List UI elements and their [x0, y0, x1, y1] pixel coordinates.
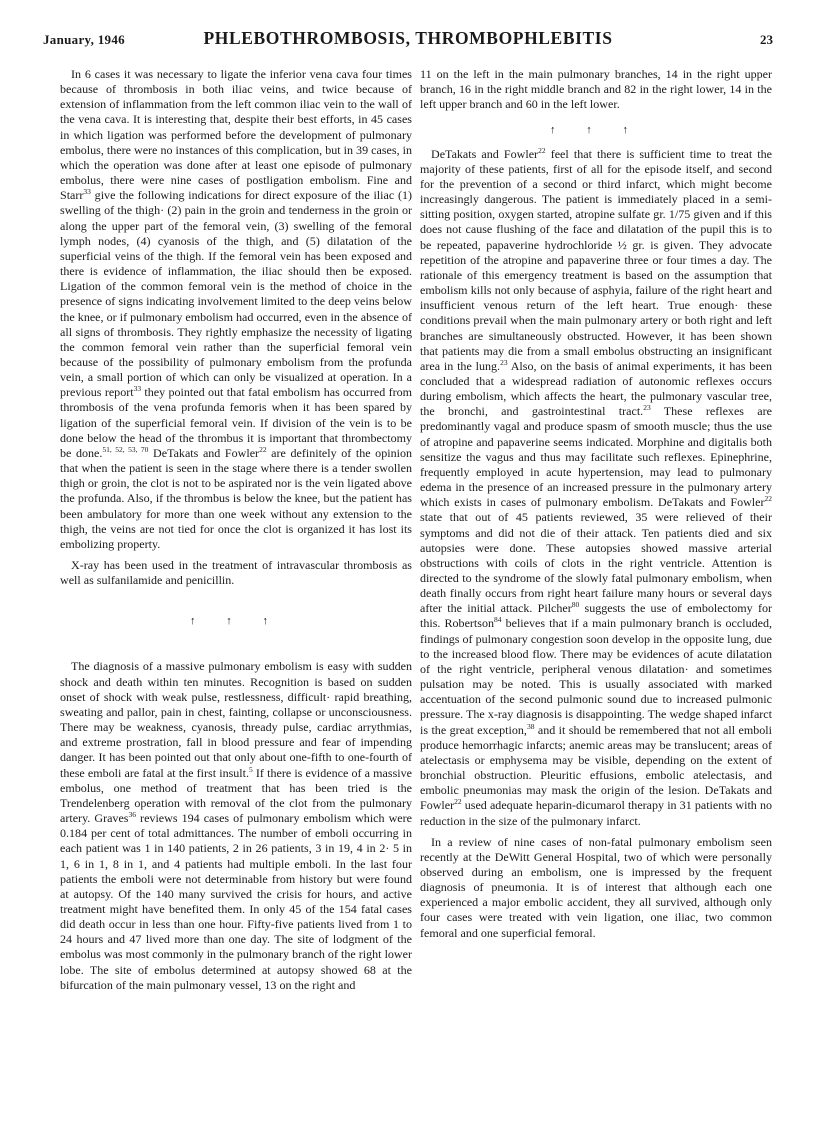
text-run: DeTakats and Fowler [148, 445, 260, 460]
section-ornament: ↑ ↑ ↑ [190, 615, 282, 628]
text-run: state that out of 45 patients reviewed, 35 were relieved of their symptoms and did not die of their attack. Ten patients died and six autopsies were done. These autopsies showed massive arterial obstructions with coils of clots in the right ventricle. Attention is directed to the syndrome of the slowly fatal pulmonary embolism, when death finally occurs from right heart failure many hours or several days after the initial attack. Pilcher [420, 510, 772, 616]
text-run: used adequate heparin-dicumarol therapy in 31 patients with no reduction in the size of the pulmonary infarct. [420, 798, 772, 828]
citation-ref: 36 [128, 810, 136, 820]
text-run: In 6 cases it was necessary to ligate the inferior vena cava four times because of thrombosis in both iliac veins, and twice because of extension of inflammation from the left common iliac vein to the wall of the vena cava. It is interesting that, despite their best efforts, in 45 cases in which ligation was performed before the development of pulmonary embolus, there were no instances of this complication, but in 39 cases, in which the operation was done after at least one episode of pulmonary embolus, there were nine cases of postligation embolism. Fine and Starr [60, 67, 412, 203]
text-run: feel that there is sufficient time to treat the majority of these patients, first of all for the episode itself, and second for the prevention of a second or third infarct, which might become increasingly dangerous. The patient is immediately placed in a semi-sitting position, oxygen started, atropine sulfate gr. 1/75 given and if this does not cause flushing of the face and dilatation of the pupil this is to be repeated, papaverine hydrochloride ½ gr. is given. They advocate repetition of the atropine and papaverine three or four times a day. The rationale of this emergency treatment is based on the assumption that embolism kills not only because of asphyia, failure of the right heart and insufficient venous return of the left heart. True enough· these conditions prevail when the main pulmonary artery or both right and left branches are simultaneously obstructed. However, it has been shown that patients may die from a small embolus obstructing an insignificant area in the lung. [420, 146, 772, 373]
citation-ref: 22 [259, 444, 267, 454]
citation-ref: 23 [500, 357, 508, 367]
text-run: and it should be remembered that not all emboli produce hemorrhagic infarcts; anemic areas may be translucent; areas of atelectasis or emphysema may be visible, depending on the extent of bronchial obstruction. Pleuritic effusions, embolic atelectasis, and embolic pneumonias may mask the origin of the lesion. DeTakats and Fowler [420, 722, 772, 813]
paragraph-diagnosis-massive-embolism [60, 659, 412, 992]
running-header [43, 28, 773, 52]
citation-ref: 38 [526, 721, 535, 731]
paragraph-detakats-treatment [420, 147, 772, 829]
text-run: The diagnosis of a massive pulmonary embolism is easy with sudden shock and death within ten minutes. Recognition is based on sudden onset of shock with weak pulse, restlessness, difficult· rapid breathing, sweating and pallor, pain in chest, fainting, collapse or unconsciousness. There may be weakness, cyanosis, thready pulse, cardiac arrythmias, and extreme prostration, fall in blood pressure and fear of impending danger. It has been pointed out that only about one-fifth to one-fourth of these emboli are fatal at the first insult. [60, 659, 412, 780]
text-run: reviews 194 cases of pulmonary embolism which were 0.184 per cent of total admittances. The number of emboli occurring in each patient was 1 in 140 patients, 2 in 26 patients, 3 in 19, 4 in 2· 5 in 1, 6 in 1, 8 in 1, and 4 patients had multiple emboli. In the last four patients the emboli were not determinable from history but were found at autopsy. Of the 140 many survived the crisis for hours, and active treatment might have benefited them. In only 45 of the 154 fatal cases did death occur in less than one hour. Fifty-five patients lived from 1 to 24 hours and 47 lived more than one day. The site of lodgment of the embolus was most commonly in the pulmonary branch of the right lower lobe. The site of embolus determined at autopsy showed 68 at the bifurcation of the main pulmonary vessel, 13 on the right and [60, 811, 412, 992]
citation-ref: 33 [83, 187, 91, 197]
left-column [60, 67, 412, 993]
paragraph-xray-treatment: X-ray has been used in the treatment of intravascular thrombosis as well as sulfanilamide and penicillin. [60, 558, 412, 588]
text-run: These reflexes are predominantly vagal and produce spasm of smooth muscle; thus the use of atropine and papaverine seems indicated. Morphine and digitalis both sensitize the vagus and thus may facilitate such reflexes. Epinephrine, frequently employed in acute hypertension, may lead to pulmonary edema in the presence of an increased pressure in the pulmonary artery which exists in cases of pulmonary embolism. DeTakats and Fowler [420, 404, 772, 510]
right-column [420, 67, 772, 941]
text-run: suggests the use of embolectomy for this. Robertson [420, 601, 772, 631]
text-run: DeTakats and Fowler [431, 146, 539, 161]
paragraph-autopsy-sites-continued: 11 on the left in the main pulmonary branches, 14 in the right upper branch, 16 in the right middle branch and 82 in the right lower, 14 in the left upper branch and 60 in the left lower. [420, 67, 772, 112]
citation-ref: 22 [764, 494, 772, 504]
text-run: they pointed out that fatal embolism has occurred from thrombosis of the vena profunda femoris when it has been spared by ligation of the superficial femoral vein. If division of the vein is to be done below the head of the thrombus it is important that thrombectomy be done. [60, 385, 412, 460]
citation-ref: 5 [249, 764, 253, 774]
citation-ref: 22 [454, 797, 462, 807]
text-run: If there is evidence of a massive embolus, one method of treatment that has been tried is the Trendelenberg operation with removal of the clot from the pulmonary artery. Graves [60, 765, 412, 826]
issue-date: January, 1946 [43, 32, 125, 47]
text-run: Also, on the basis of animal experiments, it has been concluded that a widespread radiation of autonomic reflexes occurs during embolism, which affects the heart, the pulmonary vascular tree, the bronchi, and gastrointestinal tract. [420, 358, 773, 419]
citation-ref: 33 [133, 384, 142, 394]
text-run: give the following indications for direct exposure of the iliac (1) swelling of the thigh· (2) pain in the groin and tenderness in the groin or along the upper part of the femoral vein, (3) swelling of the femoral lymph nodes, (4) cyanosis of the thigh, and (5) dilatation of the superficial veins of the thigh. If the femoral vein has been exposed and there is evidence of inflammation, the iliac should then be exposed. Ligation of the common femoral vein is the method of choice in the presence of signs indicating involvement limited to the deep veins below the knee, or if pulmonary embolism had occurred, even in the absence of all signs of thrombosis. They rightly emphasize the necessity of ligating the common femoral vein rather than the superficial femoral vein because of the possibility of pulmonary embolism from the profunda vein, a small portion of which can only be visualized at operation. In a previous report [60, 188, 412, 400]
citation-ref: 23 [643, 403, 651, 413]
page-number: 23 [760, 32, 773, 47]
paragraph-ligation-indications [60, 67, 412, 552]
citation-ref: 51, 52, 53, 70 [102, 444, 149, 454]
citation-ref: 80 [571, 600, 580, 610]
citation-ref: 84 [494, 615, 502, 625]
text-run: are definitely of the opinion that when the patient is seen in the stage where there is a tender swollen thigh or groin, the clot is not to be aspirated nor is the vein ligated above the profunda. Also, if the thrombus is below the knee, but the patient has been ambulatory for more than one week without any extension to the thigh, the veins are not tied for once the clot is organized it has lost its embolizing property. [60, 445, 412, 551]
paragraph-dewitt-review: In a review of nine cases of non-fatal pulmonary embolism seen recently at the DeWitt General Hospital, two of which were personally observed during an embolism, one is impressed by the frequent diagnosis of pneumonia. It is of interest that although each one experienced a major embolic accident, they all survived, although only four cases were treated with vein ligation, one iliac, two common femoral and one superficial femoral. [420, 834, 772, 940]
citation-ref: 22 [538, 145, 546, 155]
running-title: PHLEBOTHROMBOSIS, THROMBOPHLEBITIS [203, 28, 613, 48]
text-run: believes that if a main pulmonary branch is occluded, findings of pulmonary congestion soon develop in the opposite lung, due to the increased blood flow. There may be evidences of acute dilatation of the right ventricle, peripheral venous dilatation· and sometimes pulsation may be noted. This is usually associated with marked accentuation of the second pulmonic sound due to increased pulmonic pressure. The x-ray diagnosis is disappointing. The wedge shaped infarct is the great exception, [420, 616, 772, 737]
section-ornament: ↑ ↑ ↑ [550, 124, 642, 137]
